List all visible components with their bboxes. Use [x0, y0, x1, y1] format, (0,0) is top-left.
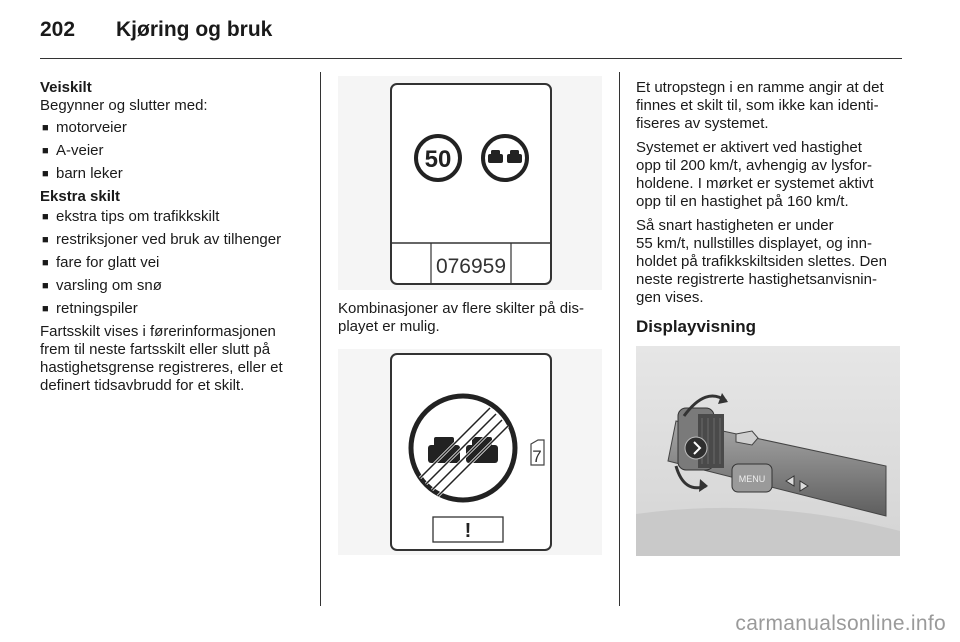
text-line: Fartsskilt vises i førerinformasjonen: [40, 323, 276, 340]
turn-signal-stalk-illustration: [636, 346, 900, 556]
page-title: Kjøring og bruk: [116, 18, 273, 41]
speed-value: 50: [424, 146, 452, 173]
text-line: 55 km/t, nullstilles displayet, og inn-: [636, 235, 872, 252]
figure-sign-combination: [338, 76, 602, 290]
list-item: ■ motorveier: [40, 119, 312, 137]
ekstra-list: [40, 208, 312, 318]
section-subheading: Displayvisning: [636, 317, 756, 336]
paragraph: [636, 139, 908, 211]
right-column: [636, 79, 908, 313]
figure-code: 076959: [435, 255, 507, 278]
text-line: opp til en hastighet på 160 km/t.: [636, 193, 849, 210]
speed-limit-sign-icon: [416, 136, 460, 180]
list-item: ■ varsling om snø: [40, 277, 312, 295]
watermark: carmanualsonline.info: [735, 612, 946, 635]
figure-caption: [338, 300, 608, 336]
text-line: holdene. I mørket er systemet aktivt: [636, 175, 874, 192]
text-line: gen vises.: [636, 289, 704, 306]
text-line: finnes et skilt til, som ikke kan identi-: [636, 97, 879, 114]
text-line: definert tidsavbrudd for et skilt.: [40, 377, 245, 394]
left-column: [40, 79, 312, 395]
veiskilt-heading: Veiskilt: [40, 79, 92, 96]
text-line: playet er mulig.: [338, 318, 440, 335]
text-line: neste registrerte hastighetsanvisnin-: [636, 271, 877, 288]
text-line: Systemet er aktivert ved hastighet: [636, 139, 862, 156]
list-item: ■ ekstra tips om trafikkskilt: [40, 208, 312, 226]
text-line: Så snart hastigheten er under: [636, 217, 834, 234]
text-line: Kombinasjoner av flere skilter på dis-: [338, 300, 584, 317]
list-item: ■ barn leker: [40, 165, 312, 183]
list-item: ■ restriksjoner ved bruk av tilhenger: [40, 231, 312, 249]
veiskilt-list: [40, 119, 312, 183]
figure-stalk-control: [636, 346, 900, 556]
paragraph: [636, 217, 908, 307]
ekstra-heading: Ekstra skilt: [40, 188, 121, 205]
text-line: Et utropstegn i en ramme angir at det: [636, 79, 884, 96]
sign-display-illustration: [338, 76, 602, 290]
end-no-overtaking-sign-icon: [411, 396, 515, 500]
text-line: holdet på trafikkskiltsiden slettes. Den: [636, 253, 887, 270]
paragraph: [636, 79, 908, 133]
page-number: 202: [40, 18, 76, 41]
header-rule: [40, 58, 902, 59]
exclamation-mark: !: [464, 520, 472, 542]
text-line: fiseres av systemet.: [636, 115, 769, 132]
column-divider-left: [320, 72, 321, 606]
menu-label: MENU: [738, 474, 766, 484]
list-item: ■ A-veier: [40, 142, 312, 160]
list-item: ■ fare for glatt vei: [40, 254, 312, 272]
figure-end-no-overtaking: [338, 349, 602, 555]
text-line: opp til 200 km/t, avhengig av lysfor-: [636, 157, 872, 174]
body-text: [40, 323, 312, 395]
side-mark: 7: [532, 447, 542, 466]
text-line: frem til neste fartsskilt eller slutt på: [40, 341, 271, 358]
end-sign-display-illustration: [338, 349, 602, 555]
column-divider-right: [619, 72, 620, 606]
text-line: hastighetsgrense registreres, eller et: [40, 359, 283, 376]
list-item: ■ retningspiler: [40, 300, 312, 318]
no-overtaking-sign-icon: [483, 136, 527, 180]
veiskilt-intro: Begynner og slutter med:: [40, 97, 208, 114]
